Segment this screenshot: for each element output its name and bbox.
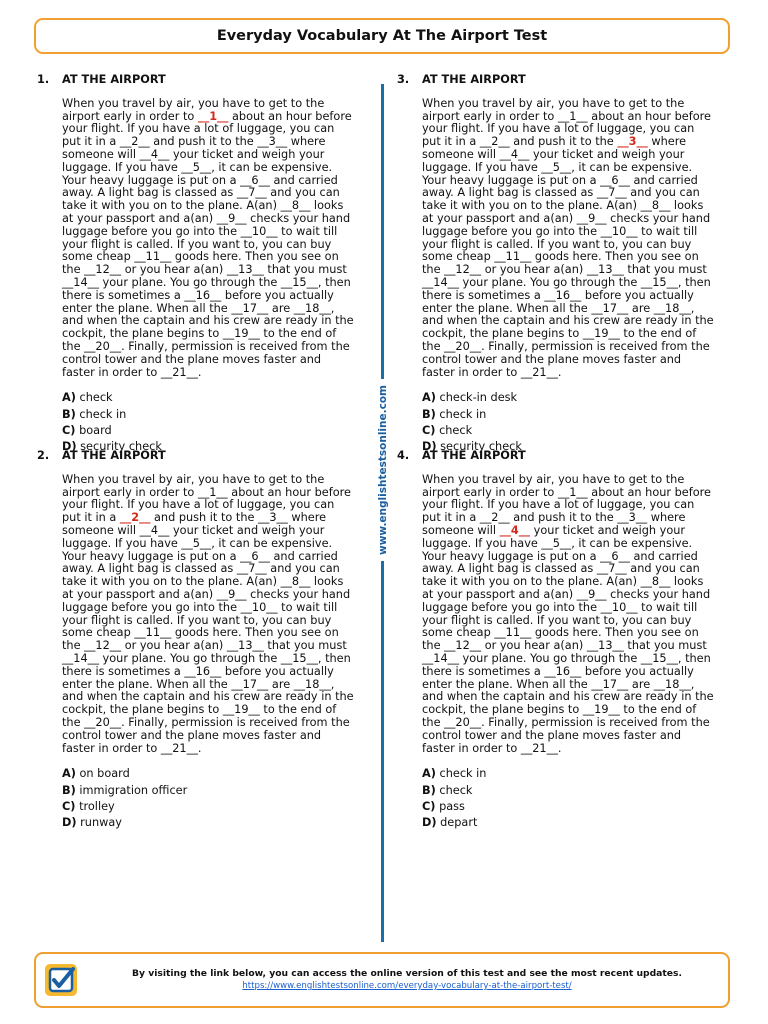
question-2 [37, 450, 355, 833]
question-heading: AT THE AIRPORT [62, 449, 166, 462]
passage-text: When you travel by air, you have to get to the airport early in order to __1__ about an hour before your flight. If you have a lot of luggage, you can put it in a __2__ and push it to the __3__ where someone will __4__ your ticket and weigh your luggage. If you have __5__, it can be expensive. Your heavy luggage is put on a __6__ and carried away. A light bag is classed as __7__ and you can take it with you on to the plane. A(an) __8__ looks at your passport and a(an) __9__ checks your hand luggage before you go into the __10__ to wait till your flight is called. If you want to, you can buy some cheap __11__ goods here. Then you see on the __12__ or you hear a(an) __13__ that you must __14__ your plane. You go through the __15__, then there is sometimes a __16__ before you actually enter the plane. When all the __17__ are __18__, and when the captain and his crew are ready in the cockpit, the plane begins to __19__ to the end of the __20__. Finally, permission is received from the control tower and the plane moves faster and faster in order to __21__. [422, 472, 714, 755]
highlighted-gap: __1__ [197, 109, 229, 123]
answer-options [422, 392, 715, 453]
question-header [397, 74, 715, 87]
question-heading: AT THE AIRPORT [422, 73, 526, 86]
question-4 [397, 450, 715, 833]
question-number: 4. [397, 449, 410, 462]
option-c[interactable]: C) pass [422, 799, 465, 813]
passage-text: When you travel by air, you have to get to the airport early in order to __1__ about an hour before your flight. If you have a lot of luggage, you can put it in a __2__ and push it to the __3__ where someone will __4__ your ticket and weigh your luggage. If you have __5__, it can be expensive. Your heavy luggage is put on a __6__ and carried away. A light bag is classed as __7__ and you can take it with you on to the plane. A(an) __8__ looks at your passport and a(an) __9__ checks your hand luggage before you go into the __10__ to wait till your flight is called. If you want to, you can buy some cheap __11__ goods here. Then you see on the __12__ or you hear a(an) __13__ that you must __14__ your plane. You go through the __15__, then there is sometimes a __16__ before you actually enter the plane. When all the __17__ are __18__, and when the captain and his crew are ready in the cockpit, the plane begins to __19__ to the end of the __20__. Finally, permission is received from the control tower and the plane moves faster and faster in order to __21__. [422, 96, 714, 379]
option-d[interactable]: D) security check [422, 439, 522, 453]
answer-options [62, 392, 355, 453]
passage-text: When you travel by air, you have to get to the airport early in order to __1__ about an hour before your flight. If you have a lot of luggage, you can put it in a __2__ and push it to the __3__ where someone will __4__ your ticket and weigh your luggage. If you have __5__, it can be expensive. Your heavy luggage is put on a __6__ and carried away. A light bag is classed as __7__ and you can take it with you on to the plane. A(an) __8__ looks at your passport and a(an) __9__ checks your hand luggage before you go into the __10__ to wait till your flight is called. If you want to, you can buy some cheap __11__ goods here. Then you see on the __12__ or you hear a(an) __13__ that you must __14__ your plane. You go through the __15__, then there is sometimes a __16__ before you actually enter the plane. When all the __17__ are __18__, and when the captain and his crew are ready in the cockpit, the plane begins to __19__ to the end of the __20__. Finally, permission is received from the control tower and the plane moves faster and faster in order to __21__. [62, 96, 354, 379]
highlighted-gap: __3__ [617, 135, 648, 149]
passage-text: When you travel by air, you have to get to the airport early in order to __1__ about an hour before your flight. If you have a lot of luggage, you can put it in a __2__ and push it to the __3__ where someone will __4__ your ticket and weigh your luggage. If you have __5__, it can be expensive. Your heavy luggage is put on a __6__ and carried away. A light bag is classed as __7__ and you can take it with you on to the plane. A(an) __8__ looks at your passport and a(an) __9__ checks your hand luggage before you go into the __10__ to wait till your flight is called. If you want to, you can buy some cheap __11__ goods here. Then you see on the __12__ or you hear a(an) __13__ that you must __14__ your plane. You go through the __15__, then there is sometimes a __16__ before you actually enter the plane. When all the __17__ are __18__, and when the captain and his crew are ready in the cockpit, the plane begins to __19__ to the end of the __20__. Finally, permission is received from the control tower and the plane moves faster and faster in order to __21__. [62, 472, 354, 755]
checkbox-check-icon [44, 963, 78, 997]
question-1 [37, 74, 355, 457]
option-a[interactable]: A) check-in desk [422, 391, 518, 405]
question-number: 3. [397, 73, 410, 86]
option-b[interactable]: B) check [422, 783, 473, 797]
answer-options [62, 768, 355, 829]
watermark-url: www.englishtestsonline.com [377, 379, 389, 561]
option-d[interactable]: D) runway [62, 815, 122, 829]
footer-link[interactable]: https://www.englishtestsonline.com/everyday-vocabulary-at-the-airport-test/ [242, 981, 572, 991]
question-header [37, 74, 355, 87]
footer-note: By visiting the link below, you can access the online version of this test and see the most recent updates. [132, 968, 682, 979]
option-c[interactable]: C) check [422, 423, 473, 437]
question-heading: AT THE AIRPORT [62, 73, 166, 86]
highlighted-gap: __4__ [499, 523, 531, 537]
footer-box [34, 952, 730, 1008]
option-d[interactable]: D) security check [62, 439, 162, 453]
question-3 [397, 74, 715, 457]
option-c[interactable]: C) board [62, 423, 112, 437]
option-a[interactable]: A) check [62, 391, 113, 405]
page-title: Everyday Vocabulary At The Airport Test [216, 28, 548, 44]
option-d[interactable]: D) depart [422, 815, 478, 829]
option-c[interactable]: C) trolley [62, 799, 115, 813]
highlighted-gap: __2__ [119, 511, 151, 525]
title-box [34, 18, 730, 54]
question-number: 2. [37, 449, 50, 462]
option-a[interactable]: A) check in [422, 767, 487, 781]
option-b[interactable]: B) check in [422, 407, 487, 421]
question-header [37, 450, 355, 463]
question-header [397, 450, 715, 463]
option-b[interactable]: B) check in [62, 407, 127, 421]
question-heading: AT THE AIRPORT [422, 449, 526, 462]
option-b[interactable]: B) immigration officer [62, 783, 188, 797]
option-a[interactable]: A) on board [62, 767, 130, 781]
question-number: 1. [37, 73, 50, 86]
answer-options [422, 768, 715, 829]
